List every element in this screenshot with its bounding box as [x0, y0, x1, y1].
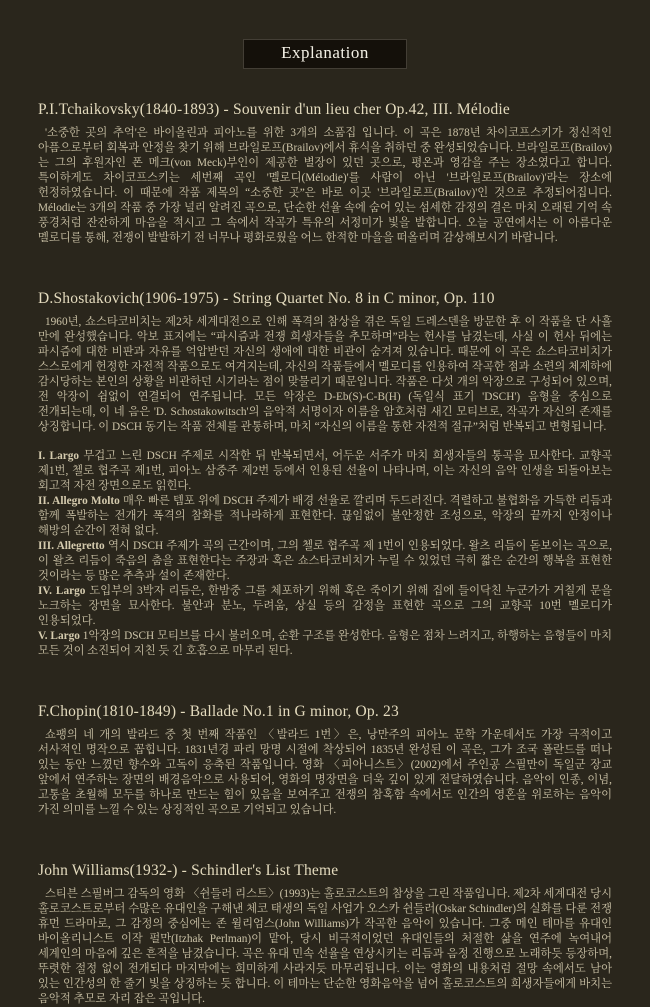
movement-item-1 [38, 449, 612, 494]
piece-title-shostakovich: D.Shostakovich(1906-1975) - String Quartet No. 8 in C minor, Op. 110 [38, 290, 495, 307]
movement-text-1: 무겁고 느린 DSCH 주제로 시작한 뒤 반복되면서, 어두운 서주가 마치 희생자들의 통곡을 묘사한다. 교향곡 제1번, 첼로 협주곡 제1번, 피아노 삼중주 제2번 등에서 인용된 선율이 나타나며, 이는 자신의 음악 인생을 되돌아보는 회고적 자전 장면으로도 읽힌다. [38, 450, 612, 492]
page-title: Explanation [281, 43, 369, 62]
piece-title-tchaikovsky: P.I.Tchaikovsky(1840-1893) - Souvenir d'un lieu cher Op.42, III. Mélodie [38, 101, 510, 118]
movement-text-3: 역시 DSCH 주제가 곡의 근간이며, 그의 첼로 협주곡 제 1번이 인용되었다. 왈츠 리듬이 돋보이는 곡으로, 이 왈츠 리듬이 죽음의 춤을 표현한다는 주장과 혹은 쇼스타코비치가 누릴 수 있었던 극히 짧은 순간의 행복을 표현한 것이라는 등 많은 추측과 설이 존재한다. [38, 540, 613, 582]
piece-title-john-williams: John Williams(1932-) - Schindler's List Theme [38, 862, 339, 879]
piece-description-shostakovich: 1960년, 쇼스타코비치는 제2차 세계대전으로 인해 폭격의 참상을 겪은 독일 드레스덴을 방문한 후 이 작품을 단 사흘 만에 완성했습니다. 악보 표지에는 “파시즘과 전쟁 희생자들을 추모하며”라는 헌사를 남겼는데, 사실 이 헌사 뒤에는 파시즘에 대한 비판과 자유를 억압받던 자신의 생애에 대한 비관이 숨겨져 있습니다. 때문에 이 곡은 쇼스타코비치가 스스로에게 헌정한 자전적 작품으로도 여겨지는데, 자신의 작품들에서 멜로디를 인용하여 작곡한 점과 소련의 체제하에 감시당하는 본인의 상황을 비관하던 시기라는 점이 맞물리기 때문입니다. 작품은 다섯 개의 악장으로 구성되어 있으며, 전 악장이 쉼없이 연결되어 연주됩니다. 모든 악장은 D-Eb(S)-C-B(H) (독일식 표기 'DSCH') 음형을 중심으로 전개되는데, 이 네 음은 'D. Schostakowitsch'의 음악적 서명이자 이름을 암호처럼 새긴 모티브로, 작곡가 자신의 존재를 상징합니다. 이 DSCH 동기는 작품 전체를 관통하며, 마치 “자신의 이름을 통한 자전적 절규”처럼 반복되고 변형됩니다. [38, 316, 612, 433]
program-notes-content [0, 101, 650, 1007]
section-tchaikovsky [38, 101, 612, 246]
piece-title-chopin: F.Chopin(1810-1849) - Ballade No.1 in G minor, Op. 23 [38, 703, 399, 720]
movement-name-1: I. Largo [38, 450, 80, 462]
movement-text-2: 매우 빠른 템포 위에 DSCH 주제가 배경 선율로 깔리며 두드러진다. 격렬하고 불협화음 가득한 리듬과 함께 폭발하는 전개가 폭격의 참화를 적나라하게 표현한다. 끊임없이 불안정한 조성으로, 악장의 끝까지 안정이나 해방의 순간이 전혀 없다. [38, 495, 612, 537]
explanation-title-box [243, 39, 407, 69]
movement-name-2: II. Allegro Molto [38, 495, 120, 507]
movement-name-3: III. Allegretto [38, 540, 105, 552]
section-chopin [38, 703, 612, 818]
movement-name-4: IV. Largo [38, 585, 86, 597]
movement-item-3 [38, 539, 612, 584]
piece-description-chopin: 쇼팽의 네 개의 발라드 중 첫 번째 작품인 〈발라드 1번〉은, 낭만주의 피아노 문학 가운데서도 가장 극적이고 서사적인 명작으로 꼽힙니다. 1831년경 파리 망명 시절에 착상되어 1835년 완성된 이 곡은, 그가 조국 폴란드를 떠나 있는 동안 느꼈던 향수와 고독이 응축된 작품입니다. 영화 〈피아니스트〉(2002)에서 주인공 스필만이 독일군 장교 앞에서 연주하는 장면의 배경음악으로 사용되어, 영화의 명장면을 더욱 깊이 있게 전달하였습니다. 음악이 인종, 이념, 고통을 초월해 모두를 하나로 만드는 힘이 있음을 보여주고 전쟁의 참혹함 속에서도 인간의 영혼을 위로하는 음악이 가진 의미를 느낄 수 있는 상징적인 곡으로 기억되고 있습니다. [38, 729, 612, 816]
movement-item-5 [38, 629, 612, 659]
movement-name-5: V. Largo [38, 630, 80, 642]
movement-item-2 [38, 494, 612, 539]
piece-description-tchaikovsky: '소중한 곳의 추억'은 바이올린과 피아노를 위한 3개의 소품집 입니다. 이 곡은 1878년 차이코프스키가 정신적인 아픔으로부터 회복과 안정을 찾기 위해 브라일로프(Brailov)에서 휴식을 취하던 중 완성되었습니다. 브라일로프(Brailov)는 그의 후원자인 폰 메크(von Meck)부인이 제공한 별장이 있던 곳으로, 평온과 영감을 주는 장소였다고 합니다. 특이하게도 차이코프스키는 세번째 곡인 '멜로디(Mélodie)'를 사람이 아닌 '브라일로프(Brailov)'라는 장소에 헌정하였습니다. 이 때문에 작품 제목의 “소중한 곳”은 바로 이곳 '브라일로프(Brailov)'인 것으로 추정되어집니다. Mélodie는 3개의 작품 중 가장 널리 알려진 곡으로, 단순한 선율 속에 숨어 있는 섬세한 감정의 결은 마치 오래된 기억 속 풍경처럼 잔잔하게 마음을 적시고 그 속에서 작곡가 특유의 서정미가 빛을 발합니다. 오늘 공연에서는 이 아름다운 멜로디를 통해, 전쟁이 발발하기 전 너무나 평화로웠을 어느 한적한 마을을 떠올리며 감상해보시기 바랍니다. [38, 127, 612, 244]
movement-item-4 [38, 584, 612, 629]
movement-text-5: 1악장의 DSCH 모티브를 다시 불러오며, 순환 구조를 완성한다. 음형은 점차 느려지고, 하행하는 음형들이 마치 모든 것이 소진되어 지친 듯 긴 호흡으로 마무리 된다. [38, 630, 612, 657]
movement-text-4: 도입부의 3박자 리듬은, 한밤중 그를 체포하기 위해 혹은 죽이기 위해 집에 들이닥친 누군가가 거칠게 문을 노크하는 장면을 묘사한다. 불안과 분노, 두려움, 상실 등의 감정을 표현한 곡으로 그의 교향곡 10번 멜로디가 인용되었다. [38, 585, 612, 627]
movement-list [38, 449, 612, 659]
section-john-williams [38, 862, 612, 1007]
page-header [0, 0, 650, 69]
section-shostakovich [38, 290, 612, 659]
piece-description-john-williams: 스티븐 스필버그 감독의 영화 〈쉰들러 리스트〉(1993)는 홀로코스트의 참상을 그린 작품입니다. 제2차 세계대전 당시 홀로코스트로부터 수많은 유대인을 구해낸 체코 태생의 독일 사업가 오스카 쉰들러(Oskar Schindler)의 실화를 다룬 전쟁 휴먼 드라마로, 그 감정의 중심에는 존 윌리엄스(John Williams)가 작곡한 음악이 있습니다. 그중 메인 테마를 유대인 바이올리니스트 이작 펄만(Itzhak Perlman)이 맡아, 당시 비극적이었던 유대인들의 처절한 삶을 연주에 녹여내어 세계인의 마음에 깊은 흔적을 남겼습니다. 곡은 유대 민속 선율을 연상시키는 리듬과 음정 진행으로 노래하듯 등장하며, 뚜렷한 절정 없이 전개되다 마지막에는 희미하게 사라지듯 마무리됩니다. 이는 영화의 내용처럼 절망 속에서도 남아 있는 인간성의 한 줄기 빛을 상징하는 듯 합니다. 이 테마는 단순한 영화음악을 넘어 홀로코스트의 희생자들에게 바치는 음악적 추모로 자리 잡은 곡입니다. [38, 888, 612, 1005]
